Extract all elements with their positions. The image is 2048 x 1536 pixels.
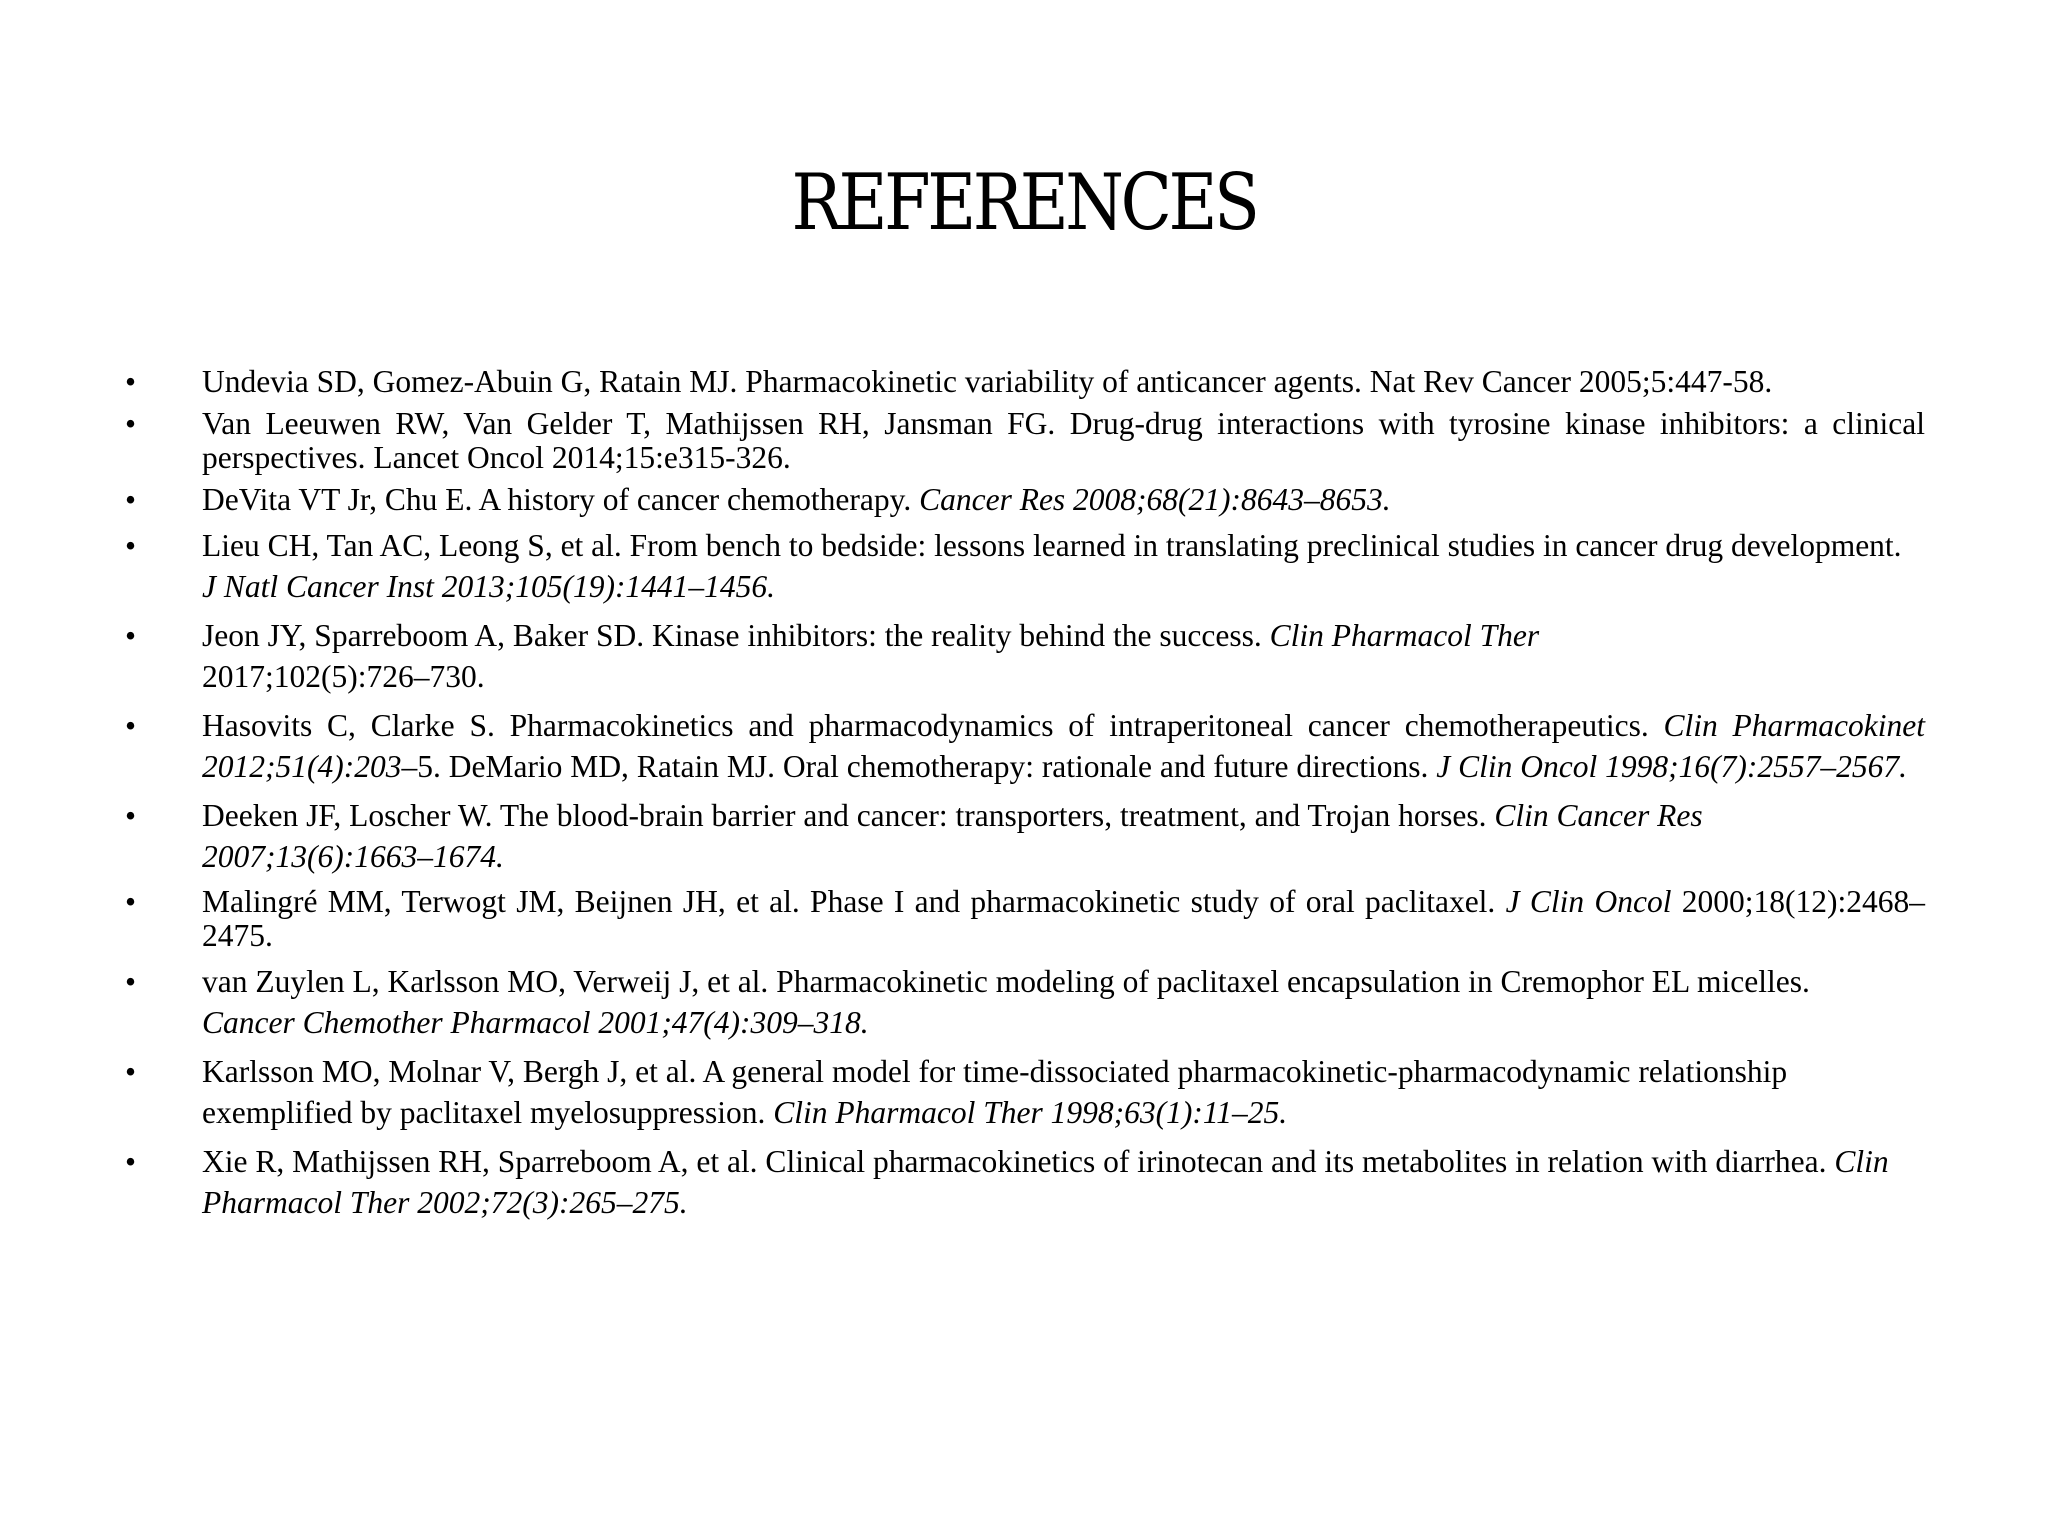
- reference-body: Xie R, Mathijssen RH, Sparreboom A, et al. Clinical pharmacokinetics of irinotecan and its metabolites in relation with diarrhea.: [202, 1144, 1835, 1179]
- reference-text: [202, 961, 1905, 1043]
- list-item: [125, 365, 1925, 399]
- list-item: [125, 407, 1925, 475]
- reference-body: Malingré MM, Terwogt JM, Beijnen JH, et al. Phase I and pharmacokinetic study of oral paclitaxel.: [202, 884, 1506, 919]
- reference-body: Van Leeuwen RW, Van Gelder T, Mathijssen RH, Jansman FG. Drug-drug interactions with tyrosine kinase inhibitors: a clinical perspectives. Lancet Oncol 2014;15:e315-326.: [202, 406, 1925, 475]
- bullet-icon: •: [125, 1054, 137, 1089]
- reference-text: [202, 885, 1925, 953]
- reference-citation: Cancer Chemother Pharmacol 2001;47(4):309–318.: [202, 1005, 869, 1040]
- bullet-icon: •: [125, 884, 137, 919]
- bullet-icon: •: [125, 528, 137, 563]
- reference-body: Lieu CH, Tan AC, Leong S, et al. From bench to bedside: lessons learned in translating preclinical studies in cancer drug development.: [202, 528, 1902, 563]
- reference-list: [125, 365, 1925, 1231]
- reference-citation: Clin Pharmacokinet 2012;51(4):203: [202, 708, 1925, 784]
- bullet-icon: •: [125, 364, 137, 399]
- bullet-icon: •: [125, 1144, 137, 1179]
- reference-text: [202, 407, 1925, 475]
- reference-tail: 2017;102(5):726–730.: [202, 659, 485, 694]
- reference-citation: Cancer Res 2008;68(21):8643–8653.: [919, 482, 1391, 517]
- list-item: [125, 615, 1905, 697]
- reference-text: [202, 365, 1925, 399]
- list-item: [125, 483, 1925, 517]
- reference-citation: J Natl Cancer Inst 2013;105(19):1441–1456.: [202, 569, 776, 604]
- page-title: REFERENCES: [791, 158, 1257, 249]
- reference-body: van Zuylen L, Karlsson MO, Verweij J, et al. Pharmacokinetic modeling of paclitaxel encapsulation in Cremophor EL micelles.: [202, 964, 1810, 999]
- reference-citation: Clin Cancer Res 2007;13(6):1663–1674.: [202, 798, 1703, 874]
- bullet-icon: •: [125, 618, 137, 653]
- list-item: [125, 1051, 1905, 1133]
- reference-text: [202, 795, 1905, 877]
- bullet-icon: •: [125, 406, 137, 441]
- reference-citation: Clin Pharmacol Ther: [1269, 618, 1540, 653]
- list-item: [125, 961, 1905, 1043]
- reference-text: [202, 1141, 1905, 1223]
- reference-text: [202, 525, 1905, 607]
- reference-body: Undevia SD, Gomez-Abuin G, Ratain MJ. Pharmacokinetic variability of anticancer agents. Nat Rev Cancer 2005;5:447-58.: [202, 364, 1773, 399]
- bullet-icon: •: [125, 708, 137, 743]
- reference-citation: Clin Pharmacol Ther 2002;72(3):265–275.: [202, 1144, 1889, 1220]
- bullet-icon: •: [125, 964, 137, 999]
- list-item: [125, 885, 1925, 953]
- reference-text: [202, 483, 1925, 517]
- bullet-icon: •: [125, 798, 137, 833]
- bullet-icon: •: [125, 482, 137, 517]
- list-item: [125, 795, 1905, 877]
- reference-body: Deeken JF, Loscher W. The blood-brain barrier and cancer: transporters, treatment, and Trojan horses.: [202, 798, 1495, 833]
- list-item: [125, 525, 1905, 607]
- reference-text: [202, 705, 1925, 787]
- reference-body: Jeon JY, Sparreboom A, Baker SD. Kinase inhibitors: the reality behind the success.: [202, 618, 1270, 653]
- list-item: [125, 1141, 1905, 1223]
- reference-body: Karlsson MO, Molnar V, Bergh J, et al. A general model for time-dissociated pharmacokinetic-pharmacodynamic relationship exemplified by paclitaxel myelosuppression.: [202, 1054, 1788, 1130]
- reference-citation: Clin Pharmacol Ther 1998;63(1):11–25.: [773, 1095, 1288, 1130]
- reference-tail: 2000;18(12):2468–2475.: [202, 884, 1926, 953]
- reference-citation: J Clin Oncol: [1505, 884, 1672, 919]
- reference-text: [202, 615, 1905, 697]
- reference-body: DeVita VT Jr, Chu E. A history of cancer chemotherapy.: [202, 482, 920, 517]
- reference-citation-secondary: J Clin Oncol 1998;16(7):2557–2567.: [1436, 749, 1907, 784]
- reference-text: [202, 1051, 1905, 1133]
- reference-tail: –5. DeMario MD, Ratain MJ. Oral chemotherapy: rationale and future directions.: [401, 749, 1437, 784]
- reference-body: Hasovits C, Clarke S. Pharmacokinetics and pharmacodynamics of intraperitoneal cancer chemotherapeutics.: [202, 708, 1664, 743]
- list-item: [125, 705, 1925, 787]
